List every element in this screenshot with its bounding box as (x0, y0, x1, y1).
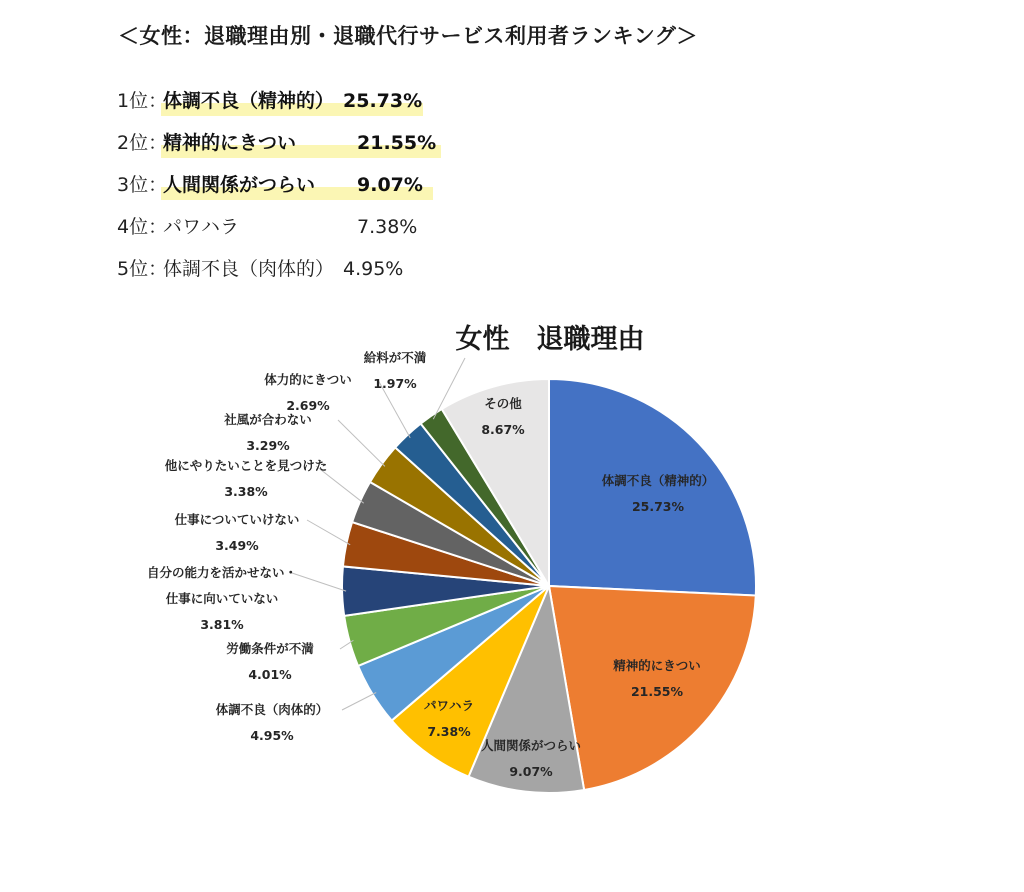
slice-label: その他 8.67% (481, 396, 525, 437)
rank-position: 2位： (117, 132, 168, 154)
slice-label: 仕事についていけない 3.49% (174, 512, 300, 553)
rank-label: 体調不良（精神的） (163, 90, 335, 112)
leader-line (338, 420, 385, 466)
rank-label: 体調不良（肉体的） (163, 258, 335, 280)
slice-label: 自分の能力を活かせない・仕事に向いていない 3.81% (146, 565, 298, 632)
slice-label: 体調不良（精神的） 25.73% (601, 473, 715, 514)
slice-label: パワハラ 7.38% (423, 698, 475, 739)
ranking-item-1 (117, 86, 447, 116)
rank-label: 人間関係がつらい (163, 174, 316, 196)
rank-position: 4位： (117, 216, 168, 238)
pie-chart (0, 300, 1024, 820)
slice-label: 労働条件が不満 4.01% (226, 641, 314, 682)
slice-label: 体力的にきつい 2.69% (264, 372, 352, 413)
leader-line (292, 573, 346, 591)
rank-value: 7.38% (357, 216, 418, 238)
ranking-item-4 (117, 212, 447, 242)
slice-label: 他にやりたいことを見つけた 3.38% (164, 458, 328, 499)
rank-label: パワハラ (163, 216, 240, 238)
ranking-item-3 (117, 170, 447, 200)
slice-label: 給料が不満 1.97% (363, 350, 427, 391)
slice-label: 社風が合わない 3.29% (224, 412, 312, 453)
rank-value: 4.95% (343, 258, 404, 280)
rank-value: 9.07% (357, 174, 423, 196)
chart-title: 女性 退職理由 (455, 324, 645, 355)
rank-position: 3位： (117, 174, 168, 196)
slice-label: 人間関係がつらい 9.07% (480, 738, 582, 779)
slice-label: 精神的にきつい 21.55% (613, 658, 701, 699)
ranking-item-2 (117, 128, 447, 158)
ranking-item-5 (117, 254, 447, 284)
leader-line (307, 520, 350, 545)
slice-label: 体調不良（肉体的） 4.95% (215, 702, 329, 743)
rank-label: 精神的にきつい (163, 132, 297, 154)
rank-position: 1位： (117, 90, 168, 112)
ranking-heading: ＜女性：退職理由別・退職代行サービス利用者ランキング＞ (118, 24, 698, 48)
rank-value: 25.73% (343, 90, 423, 112)
rank-position: 5位： (117, 258, 168, 280)
leader-line (342, 693, 376, 711)
rank-value: 21.55% (357, 132, 437, 154)
